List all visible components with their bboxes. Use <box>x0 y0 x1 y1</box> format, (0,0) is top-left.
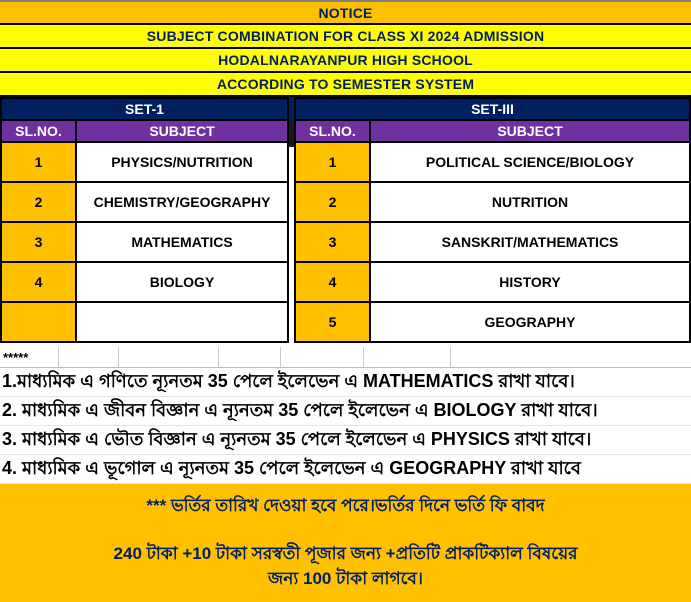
asterisks-text: ***** <box>3 349 29 365</box>
set3-subject-header: SUBJECT <box>370 120 690 142</box>
note-line-1: 1.মাধ্যমিক এ গণিতে ন্যূনতম 35 পেলে ইলেভেন এ MATHEMATICS রাখা যাবে। <box>0 368 691 397</box>
note-line-4: 4. মাধ্যমিক এ ভূগোল এ ন্যূনতম 35 পেলে ইলেভেন এ GEOGRAPHY রাখা যাবে <box>0 455 691 484</box>
set1-row4-subject: BIOLOGY <box>76 262 288 302</box>
footer-line-3: জন্য 100 টাকা লাগবে। <box>268 569 423 588</box>
table-row <box>295 262 690 302</box>
note-line-2: 2. মাধ্যমিক এ জীবন বিজ্ঞান এ ন্যূনতম 35 পেলে ইলেভেন এ BIOLOGY রাখা যাবে। <box>0 397 691 426</box>
set3-row1-subject: POLITICAL SCIENCE/BIOLOGY <box>370 142 690 182</box>
gridline <box>363 347 364 368</box>
subject-combination-title: SUBJECT COMBINATION FOR CLASS XI 2024 ADMISSION <box>0 25 691 49</box>
set3-row3-subject: SANSKRIT/MATHEMATICS <box>370 222 690 262</box>
asterisks-row <box>0 347 691 368</box>
gridline <box>280 347 281 368</box>
set3-row5-subject: GEOGRAPHY <box>370 302 690 342</box>
table-row <box>295 182 690 222</box>
set1-table <box>0 97 289 343</box>
set3-header: SET-III <box>295 98 690 120</box>
set1-header: SET-1 <box>1 98 288 120</box>
set3-row5-slno: 5 <box>295 302 370 342</box>
set3-row2-slno: 2 <box>295 182 370 222</box>
set1-slno-header: SL.NO. <box>1 120 76 142</box>
gridline <box>450 347 451 368</box>
table-row <box>295 302 690 342</box>
table-row <box>295 142 690 182</box>
admission-fee-footer <box>0 484 691 602</box>
set3-row4-subject: HISTORY <box>370 262 690 302</box>
gridline <box>218 347 219 368</box>
set1-row2-slno: 2 <box>1 182 76 222</box>
set1-row3-subject: MATHEMATICS <box>76 222 288 262</box>
set3-table <box>294 97 691 343</box>
table-row <box>1 262 288 302</box>
table-row <box>1 302 288 342</box>
footer-line-1: *** ভর্তির তারিখ দেওয়া হবে পরে।ভর্তির দিনে ভর্তি ফি বাবদ <box>146 496 545 515</box>
set1-row4-slno: 4 <box>1 262 76 302</box>
set3-row3-slno: 3 <box>295 222 370 262</box>
set1-subject-header: SUBJECT <box>76 120 288 142</box>
table-row <box>1 222 288 262</box>
footer-line-2: 240 টাকা +10 টাকা সরস্বতী পূজার জন্য +প্রতিটি প্রাকটিক্যাল বিষয়ের <box>113 544 578 563</box>
school-name: HODALNARAYANPUR HIGH SCHOOL <box>0 49 691 73</box>
set3-row4-slno: 4 <box>295 262 370 302</box>
table-row <box>1 182 288 222</box>
semester-system-line: ACCORDING TO SEMESTER SYSTEM <box>0 73 691 97</box>
set1-row5-subject <box>76 302 288 342</box>
set1-row1-slno: 1 <box>1 142 76 182</box>
footer-spacer <box>0 518 691 541</box>
note-line-3: 3. মাধ্যমিক এ ভৌত বিজ্ঞান এ ন্যূনতম 35 পেলে ইলেভেন এ PHYSICS রাখা যাবে। <box>0 426 691 455</box>
gridline <box>118 347 119 368</box>
set3-slno-header: SL.NO. <box>295 120 370 142</box>
table-row <box>295 222 690 262</box>
set3-row1-slno: 1 <box>295 142 370 182</box>
set1-row1-subject: PHYSICS/NUTRITION <box>76 142 288 182</box>
table-row <box>1 142 288 182</box>
notice-title: NOTICE <box>0 2 691 25</box>
gridline <box>58 347 59 368</box>
notes-section <box>0 368 691 484</box>
set1-row3-slno: 3 <box>1 222 76 262</box>
set3-row2-subject: NUTRITION <box>370 182 690 222</box>
set1-row2-subject: CHEMISTRY/GEOGRAPHY <box>76 182 288 222</box>
set1-row5-slno <box>1 302 76 342</box>
